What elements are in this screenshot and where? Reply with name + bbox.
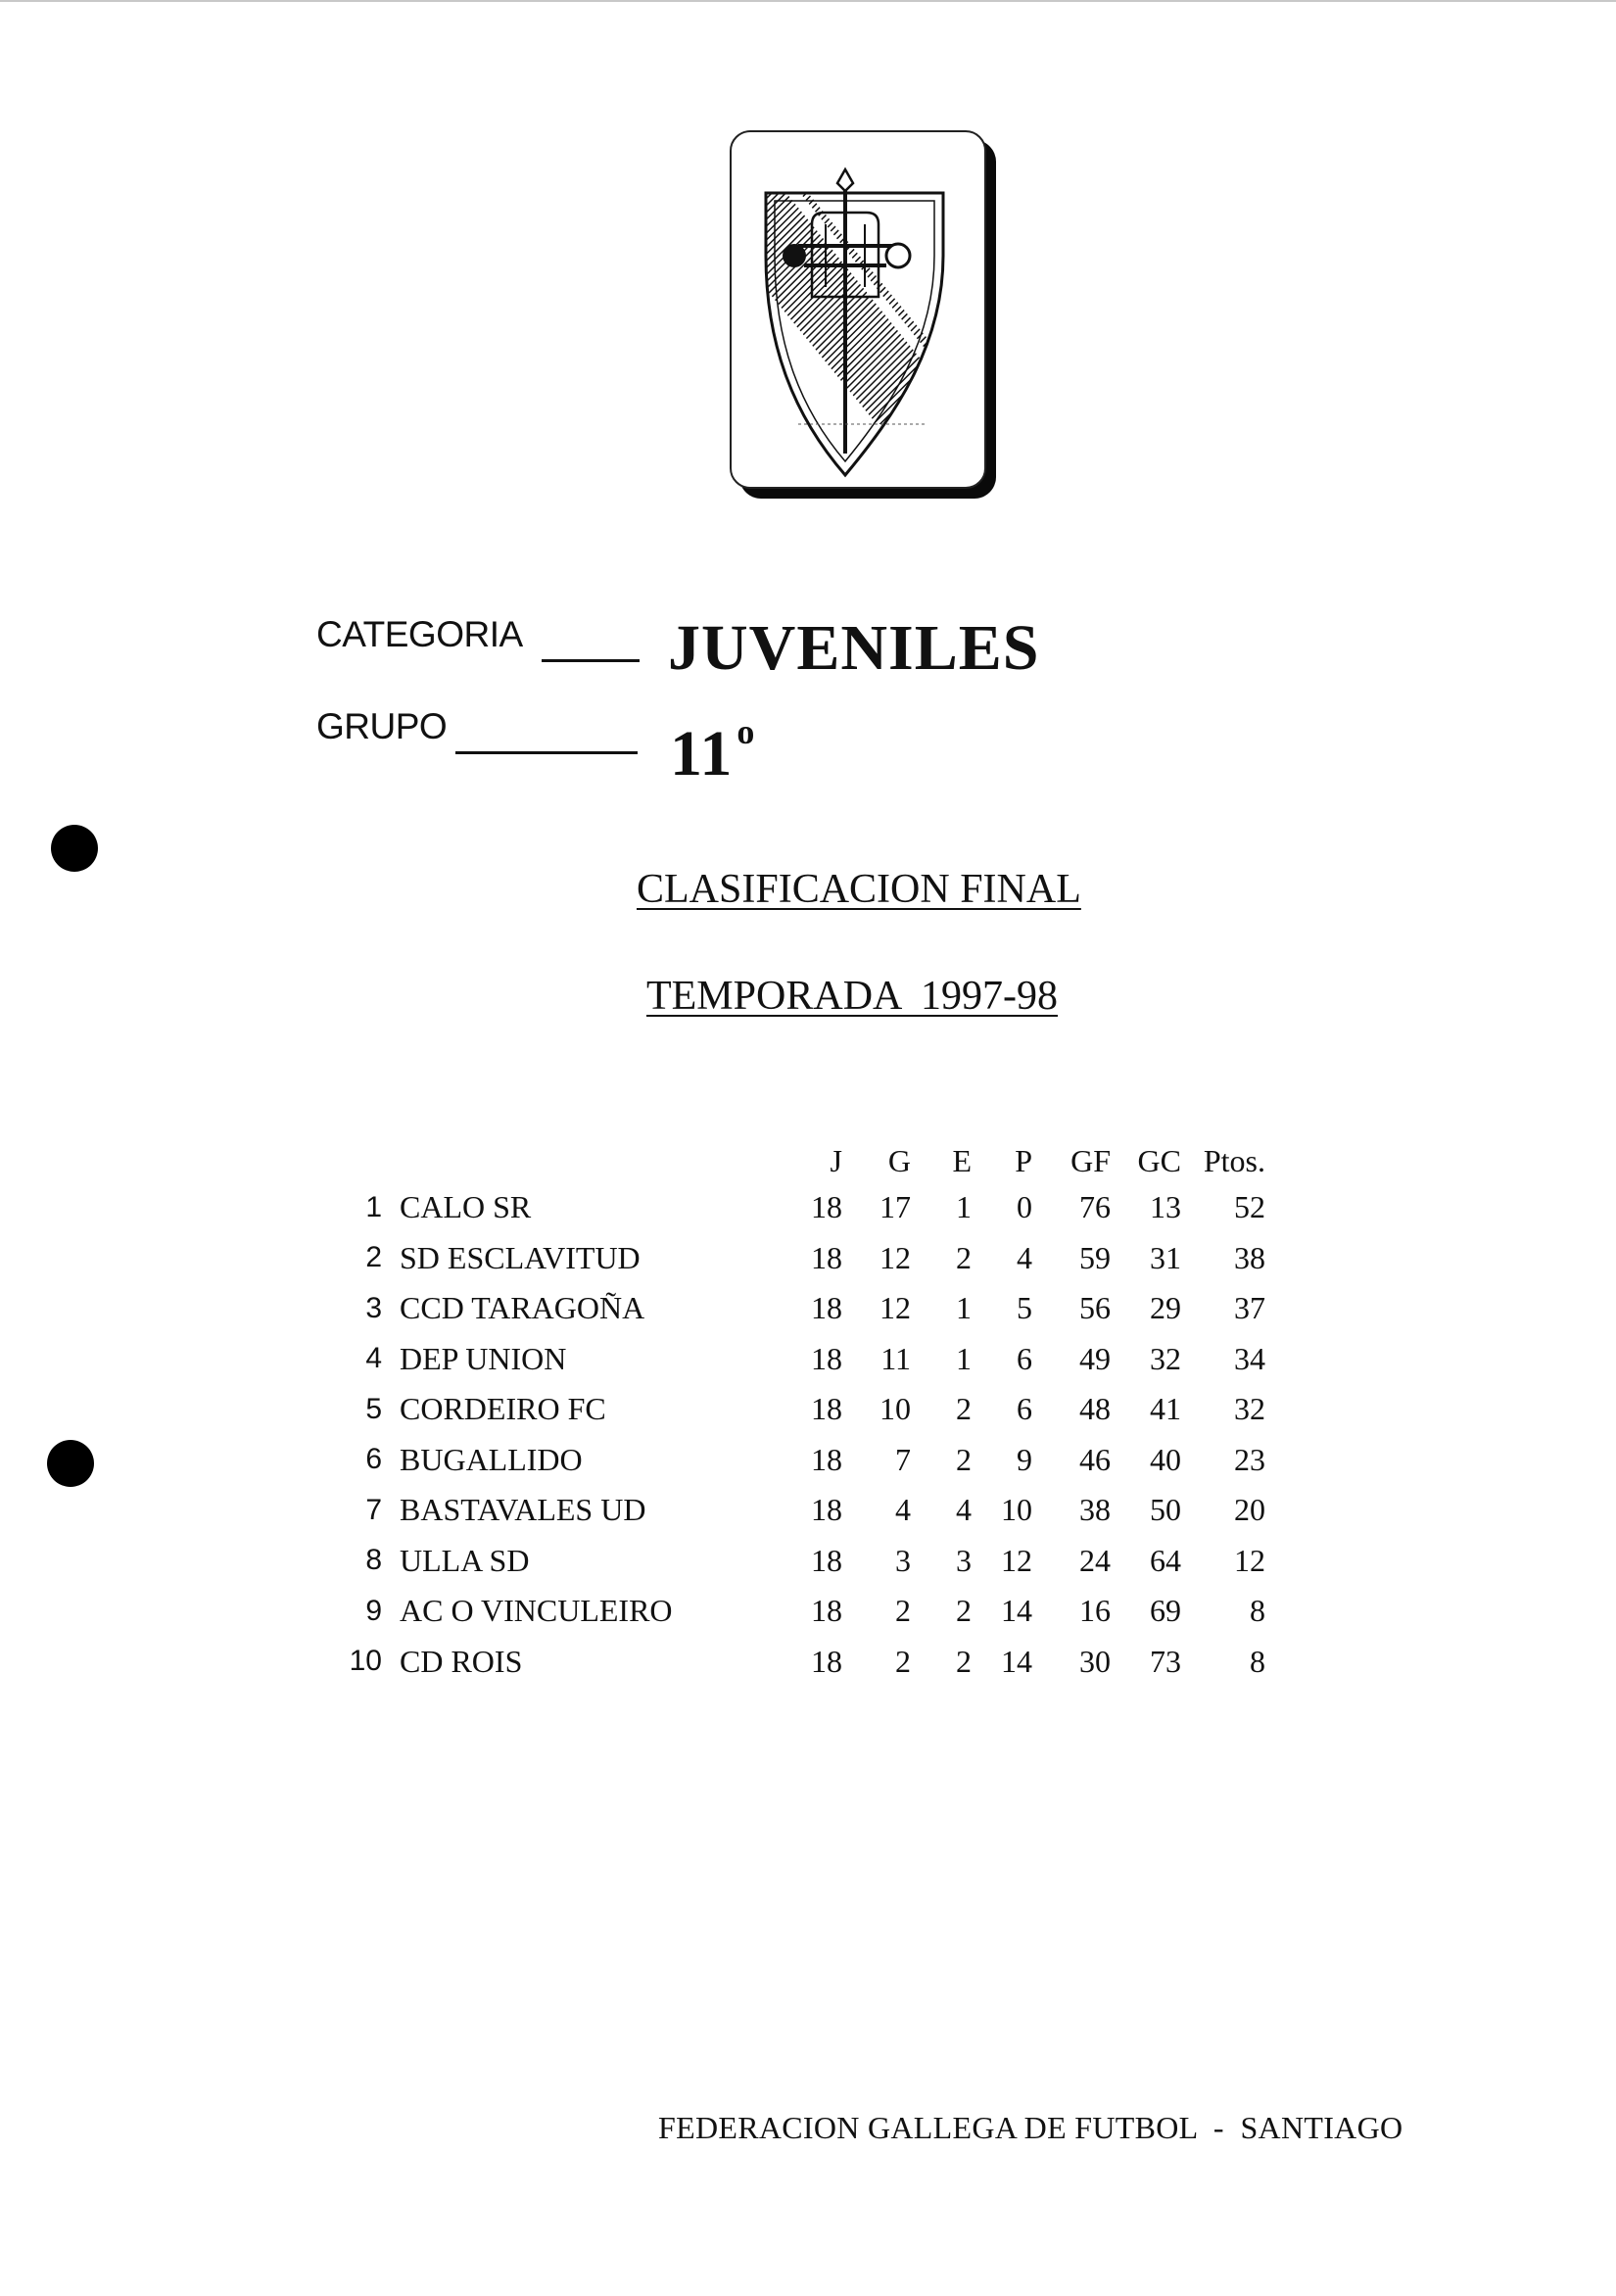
row-team: DEP UNION	[400, 1340, 567, 1376]
row-gc: 13	[1150, 1189, 1181, 1225]
row-p: 9	[1017, 1441, 1032, 1477]
row-ptos: 20	[1234, 1492, 1265, 1528]
row-position: 5	[365, 1392, 382, 1425]
row-ptos: 23	[1234, 1441, 1265, 1477]
row-position: 8	[365, 1544, 382, 1577]
row-gc: 69	[1150, 1593, 1181, 1629]
row-gf: 46	[1079, 1441, 1111, 1477]
row-e: 2	[956, 1391, 972, 1427]
row-ptos: 8	[1250, 1593, 1265, 1629]
grupo-ordinal-suffix: o	[737, 712, 756, 751]
table-row	[341, 1283, 1265, 1334]
row-g: 3	[895, 1542, 911, 1578]
row-j: 18	[811, 1593, 842, 1629]
row-team: BASTAVALES UD	[400, 1492, 646, 1528]
header-gc: GC	[1137, 1142, 1181, 1178]
row-g: 10	[879, 1391, 911, 1427]
row-j: 18	[811, 1189, 842, 1225]
row-j: 18	[811, 1290, 842, 1326]
page-top-edge	[0, 0, 1616, 2]
row-e: 2	[956, 1239, 972, 1275]
table-row	[341, 1182, 1265, 1233]
row-ptos: 38	[1234, 1239, 1265, 1275]
row-g: 7	[895, 1441, 911, 1477]
row-gc: 50	[1150, 1492, 1181, 1528]
table-row	[341, 1233, 1265, 1284]
row-position: 1	[365, 1190, 382, 1223]
row-j: 18	[811, 1643, 842, 1679]
grupo-label: GRUPO	[316, 706, 448, 746]
row-e: 2	[956, 1593, 972, 1629]
header-ptos: Ptos.	[1203, 1142, 1265, 1178]
row-p: 14	[1001, 1593, 1032, 1629]
row-team: CORDEIRO FC	[400, 1391, 606, 1427]
header-pos	[341, 1139, 382, 1182]
row-team: CCD TARAGOÑA	[400, 1290, 645, 1326]
row-e: 1	[956, 1189, 972, 1225]
table-row	[341, 1586, 1265, 1637]
row-team: AC O VINCULEIRO	[400, 1593, 673, 1629]
row-g: 2	[895, 1593, 911, 1629]
row-gf: 30	[1079, 1643, 1111, 1679]
clasificacion-title: CLASIFICACION FINAL	[637, 867, 1081, 912]
row-g: 12	[879, 1239, 911, 1275]
standings-table	[341, 1139, 1265, 1687]
standings-header-row	[341, 1139, 1265, 1182]
row-gc: 32	[1150, 1340, 1181, 1376]
row-gf: 48	[1079, 1391, 1111, 1427]
row-j: 18	[811, 1542, 842, 1578]
row-gf: 49	[1079, 1340, 1111, 1376]
categoria-value: JUVENILES	[668, 612, 1040, 684]
row-position: 9	[365, 1594, 382, 1627]
row-g: 2	[895, 1643, 911, 1679]
row-position: 2	[365, 1241, 382, 1274]
row-e: 2	[956, 1643, 972, 1679]
row-team: SD ESCLAVITUD	[400, 1239, 641, 1275]
header-g: G	[887, 1142, 911, 1178]
row-j: 18	[811, 1340, 842, 1376]
row-position: 10	[349, 1645, 382, 1678]
row-gc: 31	[1150, 1239, 1181, 1275]
row-position: 6	[365, 1443, 382, 1476]
row-gf: 56	[1079, 1290, 1111, 1326]
row-ptos: 52	[1234, 1189, 1265, 1225]
row-gf: 38	[1079, 1492, 1111, 1528]
federation-crest-icon	[730, 130, 996, 499]
row-p: 5	[1017, 1290, 1032, 1326]
row-e: 1	[956, 1290, 972, 1326]
categoria-underline	[542, 659, 640, 662]
punch-hole-bottom	[47, 1440, 94, 1487]
row-p: 4	[1017, 1239, 1032, 1275]
grupo-value	[670, 711, 755, 791]
row-p: 14	[1001, 1643, 1032, 1679]
grupo-underline	[455, 751, 638, 754]
row-gc: 40	[1150, 1441, 1181, 1477]
row-gc: 64	[1150, 1542, 1181, 1578]
row-p: 10	[1001, 1492, 1032, 1528]
table-row	[341, 1384, 1265, 1435]
row-team: CALO SR	[400, 1189, 532, 1225]
row-j: 18	[811, 1492, 842, 1528]
row-g: 12	[879, 1290, 911, 1326]
row-gf: 76	[1079, 1189, 1111, 1225]
row-p: 0	[1017, 1189, 1032, 1225]
header-e: E	[952, 1142, 972, 1178]
row-gf: 24	[1079, 1542, 1111, 1578]
row-ptos: 8	[1250, 1643, 1265, 1679]
punch-hole-top	[51, 825, 98, 872]
row-ptos: 32	[1234, 1391, 1265, 1427]
table-row	[341, 1334, 1265, 1385]
row-ptos: 12	[1234, 1542, 1265, 1578]
row-e: 4	[956, 1492, 972, 1528]
row-p: 6	[1017, 1391, 1032, 1427]
row-j: 18	[811, 1441, 842, 1477]
row-gf: 59	[1079, 1239, 1111, 1275]
row-e: 2	[956, 1441, 972, 1477]
row-gc: 41	[1150, 1391, 1181, 1427]
row-p: 6	[1017, 1340, 1032, 1376]
row-ptos: 37	[1234, 1290, 1265, 1326]
row-position: 7	[365, 1493, 382, 1526]
header-gf: GF	[1070, 1142, 1111, 1178]
row-e: 3	[956, 1542, 972, 1578]
row-g: 17	[879, 1189, 911, 1225]
header-j: J	[830, 1142, 842, 1178]
row-gc: 29	[1150, 1290, 1181, 1326]
table-row	[341, 1637, 1265, 1688]
row-gf: 16	[1079, 1593, 1111, 1629]
row-j: 18	[811, 1391, 842, 1427]
row-gc: 73	[1150, 1643, 1181, 1679]
row-g: 11	[880, 1340, 911, 1376]
header-p: P	[1015, 1142, 1032, 1178]
row-p: 12	[1001, 1542, 1032, 1578]
categoria-label: CATEGORIA	[316, 614, 523, 654]
row-ptos: 34	[1234, 1340, 1265, 1376]
row-j: 18	[811, 1239, 842, 1275]
row-position: 4	[365, 1342, 382, 1375]
row-position: 3	[365, 1291, 382, 1324]
table-row	[341, 1435, 1265, 1486]
grupo-number: 11	[670, 718, 734, 789]
row-e: 1	[956, 1340, 972, 1376]
row-team: BUGALLIDO	[400, 1441, 583, 1477]
row-g: 4	[895, 1492, 911, 1528]
row-team: CD ROIS	[400, 1643, 523, 1679]
row-team: ULLA SD	[400, 1542, 530, 1578]
header-team	[382, 1139, 782, 1182]
table-row	[341, 1485, 1265, 1536]
footer-federation: FEDERACION GALLEGA DE FUTBOL - SANTIAGO	[658, 2110, 1403, 2145]
temporada-title: TEMPORADA 1997-98	[646, 974, 1059, 1019]
table-row	[341, 1536, 1265, 1587]
